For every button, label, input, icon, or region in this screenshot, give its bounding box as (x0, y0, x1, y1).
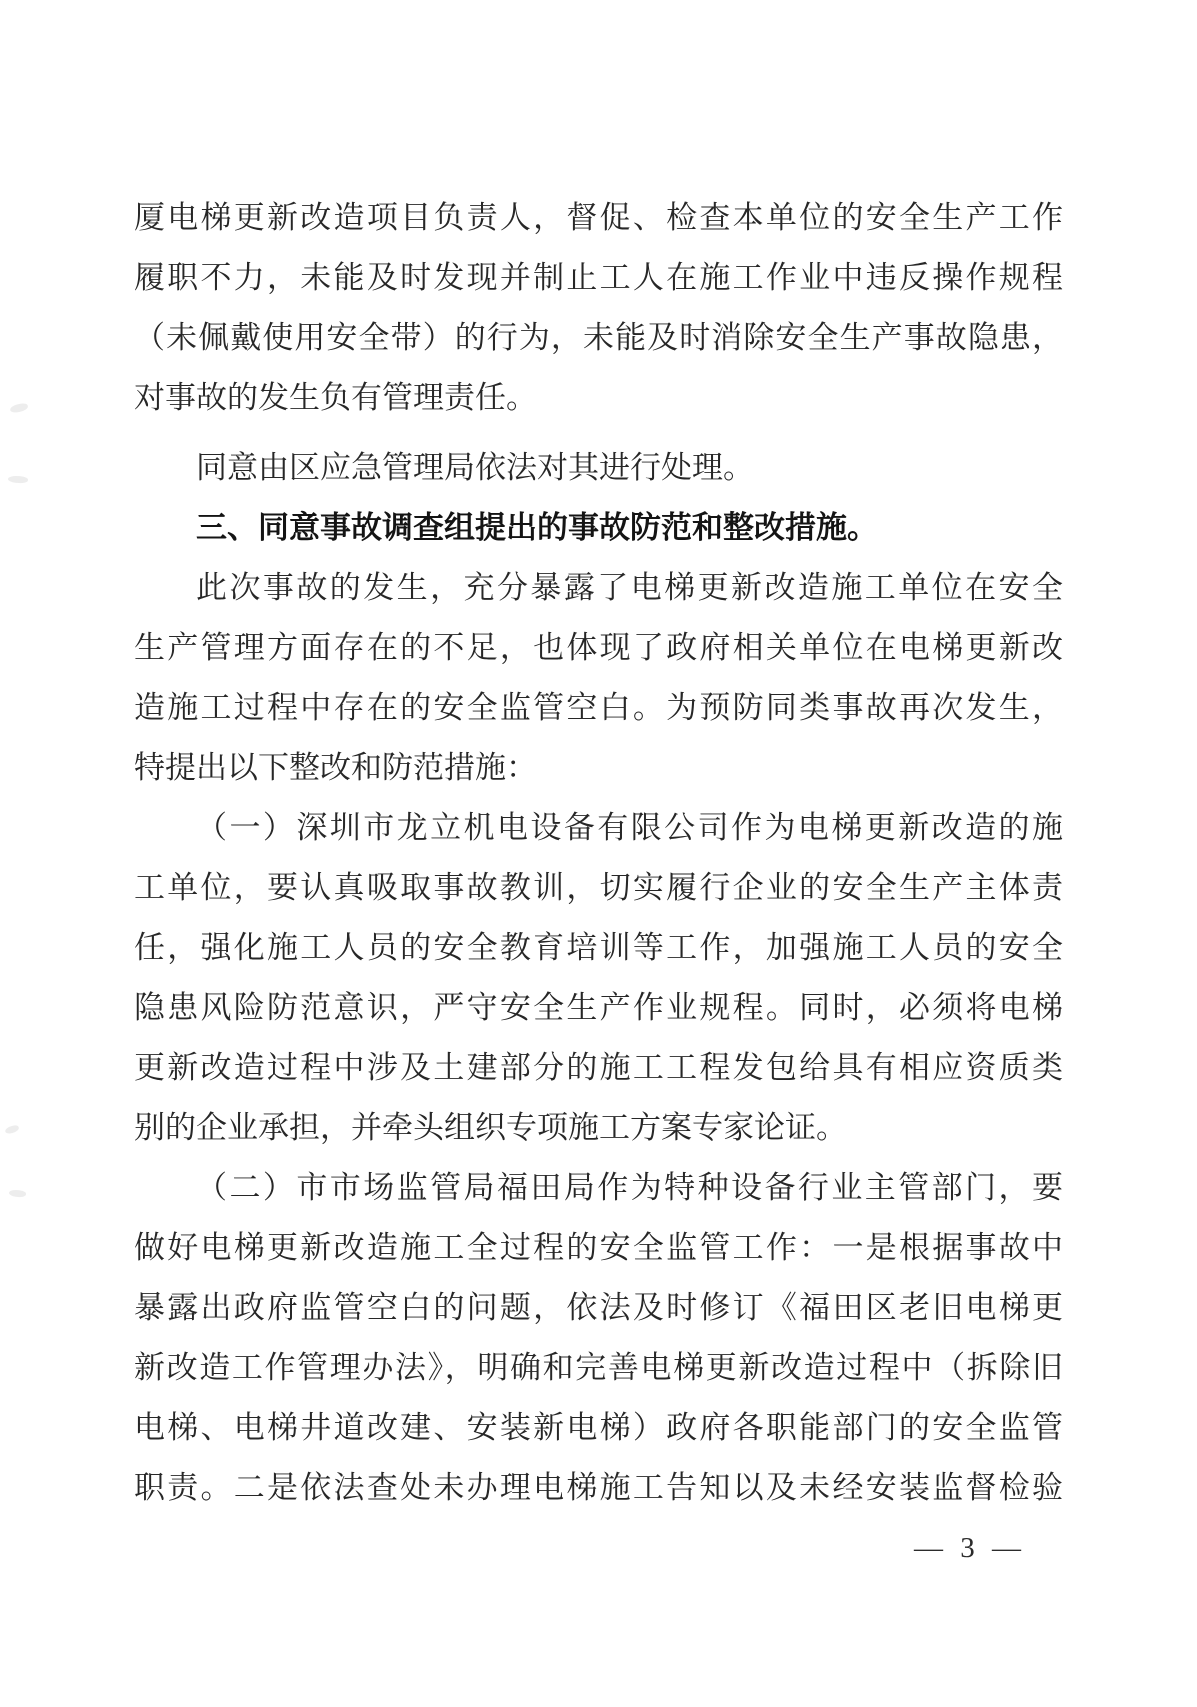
body-line: 同意由区应急管理局依法对其进行处理。 (196, 450, 754, 485)
paragraph-continued (134, 188, 1063, 428)
body-line: 造施工过程中存在的安全监管空白。为预防同类事故再次发生， (134, 690, 1063, 725)
body-line: 做好电梯更新改造施工全过程的安全监管工作：一是根据事故中 (134, 1230, 1063, 1265)
section-heading (134, 498, 1063, 558)
body-line: （二）市市场监管局福田局作为特种设备行业主管部门，要 (196, 1170, 1063, 1205)
body-line: （一）深圳市龙立机电设备有限公司作为电梯更新改造的施 (196, 810, 1063, 845)
scan-artifact (9, 1189, 27, 1198)
body-line: 履职不力，未能及时发现并制止工人在施工作业中违反操作规程 (134, 260, 1063, 295)
body-line: 厦电梯更新改造项目负责人，督促、检查本单位的安全生产工作 (134, 200, 1063, 235)
body-line: 隐患风险防范意识，严守安全生产作业规程。同时，必须将电梯 (134, 990, 1063, 1025)
paragraph-handling-decision (134, 438, 1063, 498)
heading-line: 三、同意事故调查组提出的事故防范和整改措施。 (196, 510, 878, 546)
body-line: 别的企业承担，并牵头组织专项施工方案专家论证。 (134, 1110, 847, 1145)
body-line: 生产管理方面存在的不足，也体现了政府相关单位在电梯更新改 (134, 630, 1063, 665)
body-line: 新改造工作管理办法》，明确和完善电梯更新改造过程中（拆除旧 (134, 1350, 1063, 1385)
scan-artifact (8, 475, 29, 484)
body-line: 对事故的发生负有管理责任。 (134, 380, 537, 415)
body-line: 暴露出政府监管空白的问题，依法及时修订《福田区老旧电梯更 (134, 1290, 1063, 1325)
scan-artifact (4, 1124, 19, 1134)
scan-artifact (9, 402, 28, 413)
paragraph-intro-measures (134, 558, 1063, 798)
body-line: 任，强化施工人员的安全教育培训等工作，加强施工人员的安全 (134, 930, 1063, 965)
paragraph-measure-one (134, 798, 1063, 1158)
body-line: 工单位，要认真吸取事故教训，切实履行企业的安全生产主体责 (134, 870, 1063, 905)
body-line: 职责。二是依法查处未办理电梯施工告知以及未经安装监督检验 (134, 1470, 1063, 1505)
page-number: — 3 — (914, 1532, 1026, 1564)
body-line: 电梯、电梯井道改建、安装新电梯）政府各职能部门的安全监管 (134, 1410, 1063, 1445)
paragraph-measure-two (134, 1158, 1063, 1518)
document-text-block (134, 188, 1063, 1518)
body-line: 特提出以下整改和防范措施： (134, 750, 537, 785)
body-line: 更新改造过程中涉及土建部分的施工工程发包给具有相应资质类 (134, 1050, 1063, 1085)
body-line: 此次事故的发生，充分暴露了电梯更新改造施工单位在安全 (196, 570, 1063, 605)
body-line: （未佩戴使用安全带）的行为，未能及时消除安全生产事故隐患， (134, 320, 1063, 355)
